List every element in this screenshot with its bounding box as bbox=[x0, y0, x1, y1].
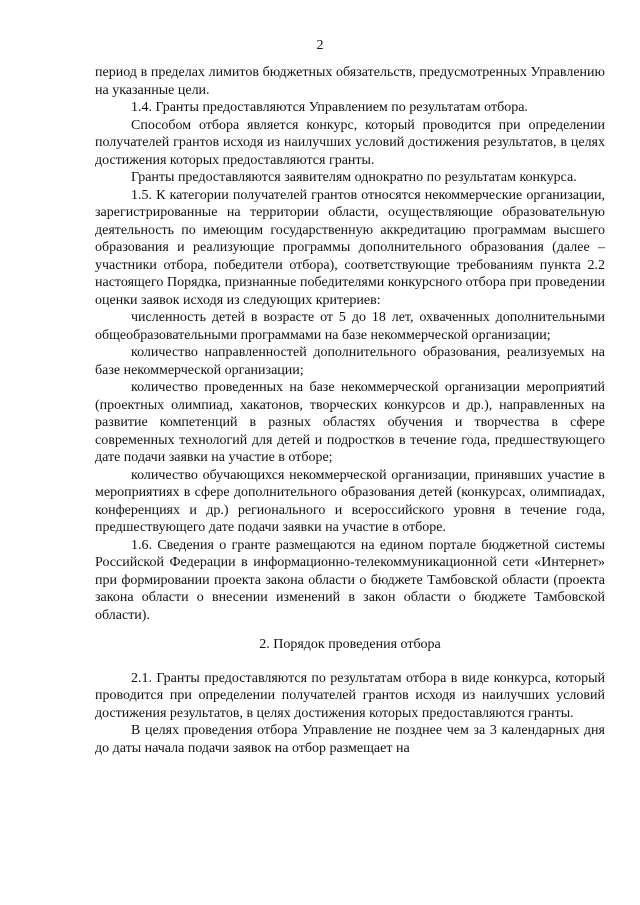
criterion-events-count: количество проведенных на базе некоммерческой организации мероприятий (проектных олимпиад, хакатонов, творческих конкурсов и др.), направленных на развитие компетенций в разных областях обучения и творчества в сфере современных технологий для детей и подростков в течение года, предшествующего дате подачи заявки на участие в отборе; bbox=[95, 380, 605, 465]
criterion-children-count: численность детей в возрасте от 5 до 18 лет, охваченных дополнительными общеобразовательными программами на базе некоммерческой организации; bbox=[95, 310, 605, 343]
section-2-heading: 2. Порядок проведения отбора bbox=[259, 637, 441, 652]
criterion-directions-count: количество направленностей дополнительного образования, реализуемых на базе некоммерческой организации; bbox=[95, 345, 605, 378]
criterion-students-participation: количество обучающихся некоммерческой организации, принявших участие в мероприятиях в сфере дополнительного образования детей (конкурсах, олимпиадах, конференциях и др.) регионального и всероссийского уровня в течение года, предшествующего дате подачи заявки на участие в отборе. bbox=[95, 467, 605, 535]
paragraph-continuation: период в пределах лимитов бюджетных обязательств, предусмотренных Управлению на указанные цели. bbox=[95, 65, 605, 98]
paragraph-2-1: 2.1. Гранты предоставляются по результатам отбора в виде конкурса, который проводится при определении получателей грантов исходя из наилучших условий достижения результатов, в целях достижения которых предоставляются гранты. bbox=[95, 670, 605, 721]
paragraph-1-4: 1.4. Гранты предоставляются Управлением по результатам отбора. bbox=[131, 100, 528, 115]
document-body bbox=[95, 64, 605, 757]
paragraph-selection-procedure: В целях проведения отбора Управление не позднее чем за 3 календарных дня до даты начала подачи заявок на отбор размещает на bbox=[95, 723, 605, 756]
paragraph-1-5: 1.5. К категории получателей грантов относятся некоммерческие организации, зарегистрированные на территории области, осуществляющие образовательную деятельность по имеющим государственную аккредитацию программам высшего образования и реализующие программы дополнительного образования (далее – участники отбора, победители отбора), соответствующие требованиям пункта 2.2 настоящего Порядка, признанные победителями конкурсного отбора при проведении оценки заявок исходя из следующих критериев: bbox=[95, 187, 605, 308]
paragraph-1-6: 1.6. Сведения о гранте размещаются на едином портале бюджетной системы Российской Федерации в информационно-телекоммуникационной сети «Интернет» при формировании проекта закона области о бюджете Тамбовской области (проекта закона области о внесении изменений в закон области о бюджете Тамбовской области). bbox=[95, 537, 605, 623]
page-number: 2 bbox=[316, 38, 324, 53]
paragraph-selection-method: Способом отбора является конкурс, который проводится при определении получателей грантов исходя из наилучших условий достижения результатов, в целях достижения которых предоставляются гранты. bbox=[95, 117, 605, 168]
paragraph-grants-once: Гранты предоставляются заявителям однократно по результатам конкурса. bbox=[131, 170, 577, 185]
